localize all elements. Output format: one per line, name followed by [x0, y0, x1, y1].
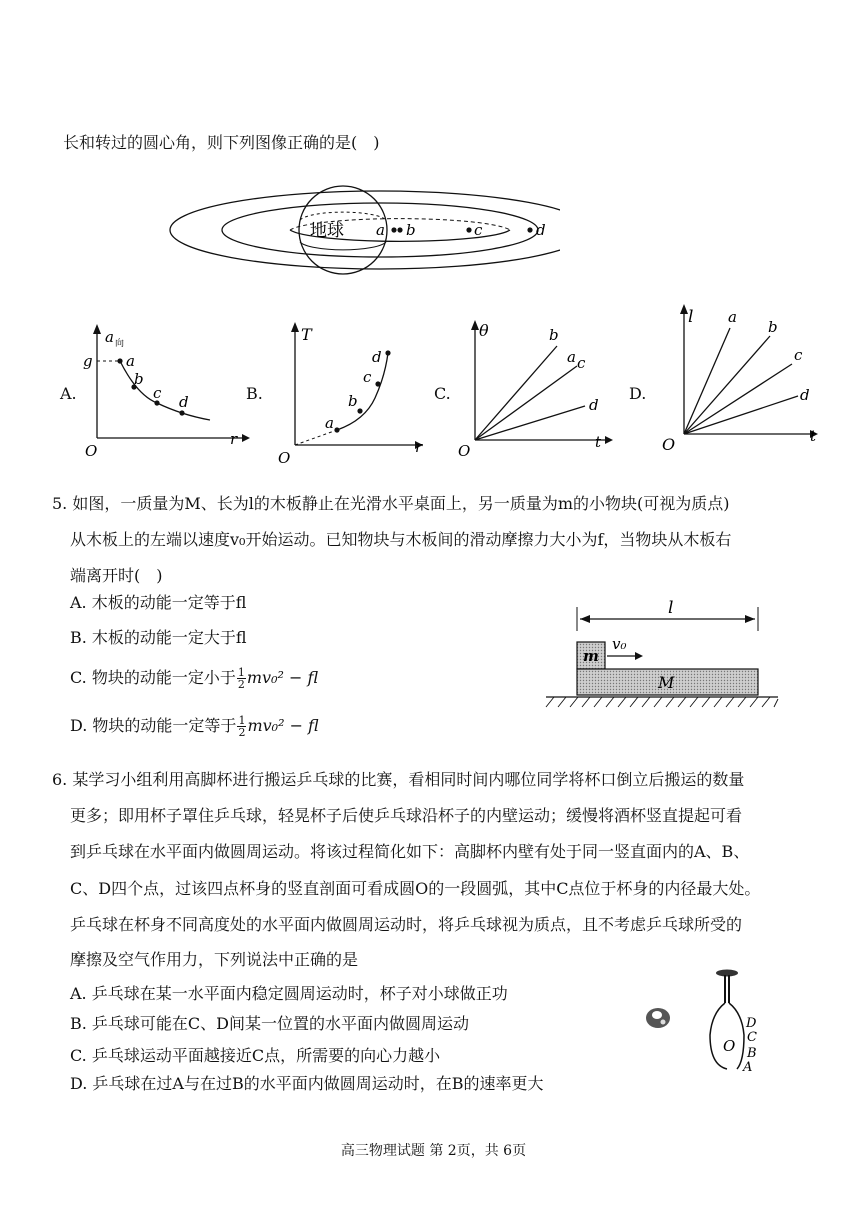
page-footer: 高三物理试题 第 2页，共 6页: [340, 1143, 527, 1159]
svg-text:b: b: [768, 318, 778, 336]
svg-text:r: r: [230, 430, 238, 448]
svg-text:M: M: [658, 673, 675, 692]
q5-option-a: A. 木板的动能一定等于fl: [70, 593, 247, 612]
svg-text:g: g: [83, 352, 93, 370]
q6-line2: 更多；即用杯子罩住乒乓球，轻晃杯子后使乒乓球沿杯子的内壁运动；缓慢将酒杯竖直提起可看: [70, 806, 743, 825]
q5-option-b: B. 木板的动能一定大于fl: [70, 628, 247, 647]
ping-pong-ball-icon: [646, 1008, 670, 1028]
graph-c: [455, 316, 625, 461]
q4-option-c-letter: C.: [434, 384, 451, 403]
svg-text:a: a: [126, 352, 135, 370]
svg-text:a: a: [728, 308, 737, 326]
svg-text:d: d: [372, 348, 382, 366]
svg-text:O: O: [458, 442, 471, 460]
q5-option-d: D. 物块的动能一定等于 $\frac{1}{2}$ mv₀² − fl: [70, 714, 319, 739]
svg-text:b: b: [348, 392, 358, 410]
svg-text:θ: θ: [479, 321, 489, 340]
svg-text:O: O: [85, 442, 98, 460]
svg-text:d: d: [589, 396, 599, 414]
svg-text:l: l: [688, 307, 694, 327]
svg-text:b: b: [406, 221, 416, 239]
q6-line5: 乒乓球在杯身不同高度处的水平面内做圆周运动时，将乒乓球视为质点，且不考虑乒乓球所受的: [70, 915, 743, 934]
svg-text:向: 向: [115, 339, 125, 349]
svg-text:l: l: [668, 598, 674, 618]
svg-text:t: t: [810, 427, 817, 445]
q5-line1: 5. 如图，一质量为M、长为l的木板静止在光滑水平桌面上，另一质量为m的小物块(可视为质点): [52, 494, 730, 513]
board-figure: [540, 595, 785, 720]
svg-text:t: t: [595, 433, 602, 451]
q5-option-c: C. 物块的动能一定小于 $\frac{1}{2}$ mv₀² − fl: [70, 666, 319, 691]
q6-line1: 6. 某学习小组利用高脚杯进行搬运乒乓球的比赛，看相同时间内哪位同学将杯口倒立后搬运的数量: [52, 770, 745, 789]
svg-text:A: A: [743, 1060, 753, 1075]
graph-a: [82, 320, 252, 460]
q6-option-b: B. 乒乓球可能在C、D间某一位置的水平面内做圆周运动: [70, 1014, 470, 1033]
q6-line3: 到乒乓球在水平面内做圆周运动。将该过程简化如下：高脚杯内壁有处于同一竖直面内的A、B、: [70, 842, 750, 861]
svg-text:D: D: [746, 1016, 757, 1031]
q4-stem-tail: 长和转过的圆心角，则下列图像正确的是( ): [63, 133, 380, 152]
q6-line4: C、D四个点，过该四点杯身的竖直剖面可看成圆O的一段圆弧，其中C点位于杯身的内径最大处。: [70, 879, 761, 898]
svg-text:b: b: [549, 326, 559, 344]
svg-text:B: B: [747, 1046, 757, 1061]
svg-text:O: O: [278, 449, 291, 467]
svg-text:v₀: v₀: [612, 635, 627, 653]
q6-option-c: C. 乒乓球运动平面越接近C点，所需要的向心力越小: [70, 1046, 441, 1065]
svg-text:a: a: [567, 348, 576, 366]
svg-text:T: T: [301, 325, 312, 344]
svg-text:c: c: [153, 384, 162, 402]
q5-line3: 端离开时( ): [70, 566, 163, 585]
svg-text:d: d: [800, 386, 810, 404]
svg-text:d: d: [179, 393, 189, 411]
q5-line2: 从木板上的左端以速度v₀开始运动。已知物块与木板间的滑动摩擦力大小为f，当物块从木板右: [70, 530, 732, 549]
svg-text:r: r: [415, 438, 423, 456]
svg-text:d: d: [536, 221, 546, 239]
graph-b: [275, 318, 435, 468]
svg-text:c: c: [363, 368, 372, 386]
q4-option-b-letter: B.: [246, 384, 263, 403]
q6-option-a: A. 乒乓球在某一水平面内稳定圆周运动时，杯子对小球做正功: [70, 984, 508, 1003]
svg-text:a: a: [105, 328, 114, 346]
svg-text:c: c: [577, 354, 586, 372]
svg-text:O: O: [662, 435, 676, 454]
orbit-figure: [160, 185, 560, 285]
q6-option-d: D. 乒乓球在过A与在过B的水平面内做圆周运动时，在B的速率更大: [70, 1074, 544, 1093]
svg-text:a: a: [376, 221, 385, 239]
svg-text:C: C: [747, 1030, 757, 1045]
q4-option-d-letter: D.: [629, 384, 647, 403]
earth-label: 地球: [310, 221, 344, 241]
svg-text:c: c: [794, 346, 803, 364]
q6-line6: 摩擦及空气作用力，下列说法中正确的是: [70, 950, 359, 969]
svg-text:c: c: [474, 221, 483, 239]
q4-option-a-letter: A.: [60, 384, 77, 403]
svg-text:b: b: [134, 370, 144, 388]
svg-text:m: m: [583, 647, 599, 665]
goblet-figure: [630, 965, 790, 1080]
svg-text:O: O: [723, 1037, 736, 1055]
svg-text:a: a: [325, 414, 334, 432]
graph-d: [660, 300, 830, 455]
